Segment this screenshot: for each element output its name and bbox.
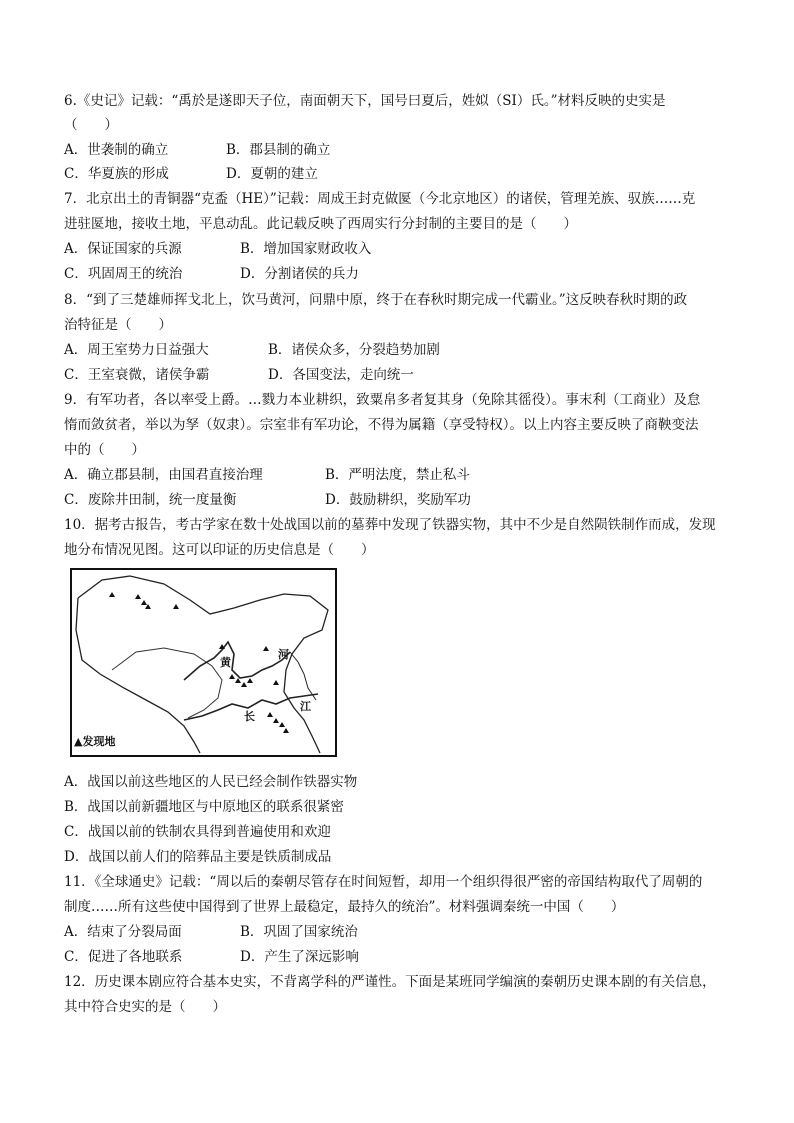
- q7-option-c: C．巩固周王的统治: [64, 266, 183, 282]
- q9-option-c: C．废除井田制，统一度量衡: [64, 492, 237, 508]
- q7-option-b: B．增加国家财政收入: [240, 241, 372, 257]
- q8-option-c: C．王室衰微，诸侯争霸: [64, 367, 210, 383]
- discovery-sites: [109, 592, 289, 733]
- q10-option-c: C．战国以前的铁制农具得到普遍使用和欢迎: [64, 824, 331, 840]
- q7-option-d: D．分割诸侯的兵力: [240, 266, 359, 282]
- q10-option-d: D．战国以前人们的陪葬品主要是铁质制成品: [64, 849, 332, 865]
- q11-option-c: C．促进了各地联系: [64, 949, 183, 965]
- site-marker: [241, 682, 247, 687]
- q12-stem-line1: 12．历史课本剧应符合基本史实，不背离学科的严谨性。下面是某班同学编演的秦朝历史课本剧的有关信息，: [64, 974, 716, 990]
- q6-option-b: B．郡县制的确立: [226, 142, 331, 158]
- q8-stem-line2: 治特征是（ ）: [64, 317, 172, 333]
- q9-stem-line2: 惰而敛贫者，举以为孥（奴隶）。宗室非有军功论，不得为属籍（享受特权）。以上内容主要反映了商鞅变法: [64, 417, 699, 433]
- label-chang: 长: [244, 710, 255, 723]
- q6-option-d: D．夏朝的建立: [226, 166, 318, 182]
- inner-border: [112, 648, 222, 718]
- q8-option-d: D．各国变法，走向统一: [268, 367, 414, 383]
- label-he: 河: [278, 648, 289, 661]
- q9-stem-line1: 9．有军功者，各以率受上爵。…戮力本业耕织，致粟帛多者复其身（免除其徭役）。事末利（工商业）及怠: [64, 392, 701, 408]
- q12-stem-line2: 其中符合史实的是（ ）: [64, 999, 226, 1015]
- q6-stem-line1: 6.《史记》记载：“禹於是遂即天子位，南面朝天下，国号曰夏后，姓姒（SI）氏。”材料反映的史实是: [64, 93, 666, 109]
- q6-stem-line2: （ ）: [64, 117, 118, 133]
- site-marker: [229, 674, 235, 679]
- q11-stem-line2: 制度……所有这些使中国得到了世界上最稳定，最持久的统治”。材料强调秦统一中国（ ）: [64, 899, 625, 915]
- site-marker: [267, 712, 273, 717]
- site-marker: [141, 600, 147, 605]
- site-marker: [173, 604, 179, 609]
- q9-option-a: A．确立郡县制，由国君直接治理: [64, 467, 263, 483]
- q10-stem-line2: 地分布情况见图。这可以印证的历史信息是（ ）: [64, 542, 375, 558]
- q11-option-b: B．巩固了国家统治: [240, 924, 358, 940]
- site-marker: [273, 680, 279, 685]
- site-marker: [135, 594, 141, 599]
- map-drawing: [72, 570, 335, 755]
- label-jiang: 江: [300, 700, 311, 713]
- iron-findings-map: [70, 568, 337, 757]
- q10-stem-line1: 10．据考古报告，考古学家在数十处战国以前的墓葬中发现了铁器实物，其中不少是自然陨铁制作而成，发现: [64, 517, 716, 533]
- q6-option-c: C．华夏族的形成: [64, 166, 169, 182]
- q6-option-a: A．世袭制的确立: [64, 142, 169, 158]
- q7-option-a: A．保证国家的兵源: [64, 241, 182, 257]
- site-marker: [109, 592, 115, 597]
- q8-stem-line1: 8．“到了三楚雄师挥戈北上，饮马黄河，问鼎中原，终于在春秋时期完成一代霸业。”这反映春秋时期的政: [64, 292, 688, 308]
- site-marker: [279, 722, 285, 727]
- q7-stem-line1: 7．北京出土的青铜器“克盉（HE）”记载：周成王封克做匽（今北京地区）的诸侯，管理羌族、驭族……克: [64, 191, 696, 207]
- q9-option-d: D．鼓励耕织，奖励军功: [325, 492, 471, 508]
- q8-option-b: B．诸侯众多，分裂趋势加剧: [268, 342, 440, 358]
- q11-stem-line1: 11．《全球通史》记载：“周以后的秦朝尽管存在时间短暂，却用一个组织得很严密的帝国结构取代了周朝的: [64, 874, 703, 890]
- q11-option-d: D．产生了深远影响: [240, 949, 359, 965]
- q8-option-a: A．周王室势力日益强大: [64, 342, 209, 358]
- q10-option-b: B．战国以前新疆地区与中原地区的联系很紧密: [64, 799, 344, 815]
- label-huang: 黄: [220, 656, 231, 669]
- q7-stem-line2: 进驻匽地，接收土地，平息动乱。此记载反映了西周实行分封制的主要目的是（ ）: [64, 216, 577, 232]
- site-marker: [247, 678, 253, 683]
- coastline: [290, 652, 316, 700]
- map-legend: ▲发现地: [74, 735, 116, 748]
- yellow-river: [184, 642, 290, 680]
- site-marker: [263, 646, 269, 651]
- site-marker: [273, 718, 279, 723]
- q9-option-b: B．严明法度，禁止私斗: [325, 467, 470, 483]
- q9-stem-line3: 中的（ ）: [64, 442, 145, 458]
- q10-option-a: A．战国以前这些地区的人民已经会制作铁器实物: [64, 774, 358, 790]
- site-marker: [283, 728, 289, 733]
- q11-option-a: A．结束了分裂局面: [64, 924, 182, 940]
